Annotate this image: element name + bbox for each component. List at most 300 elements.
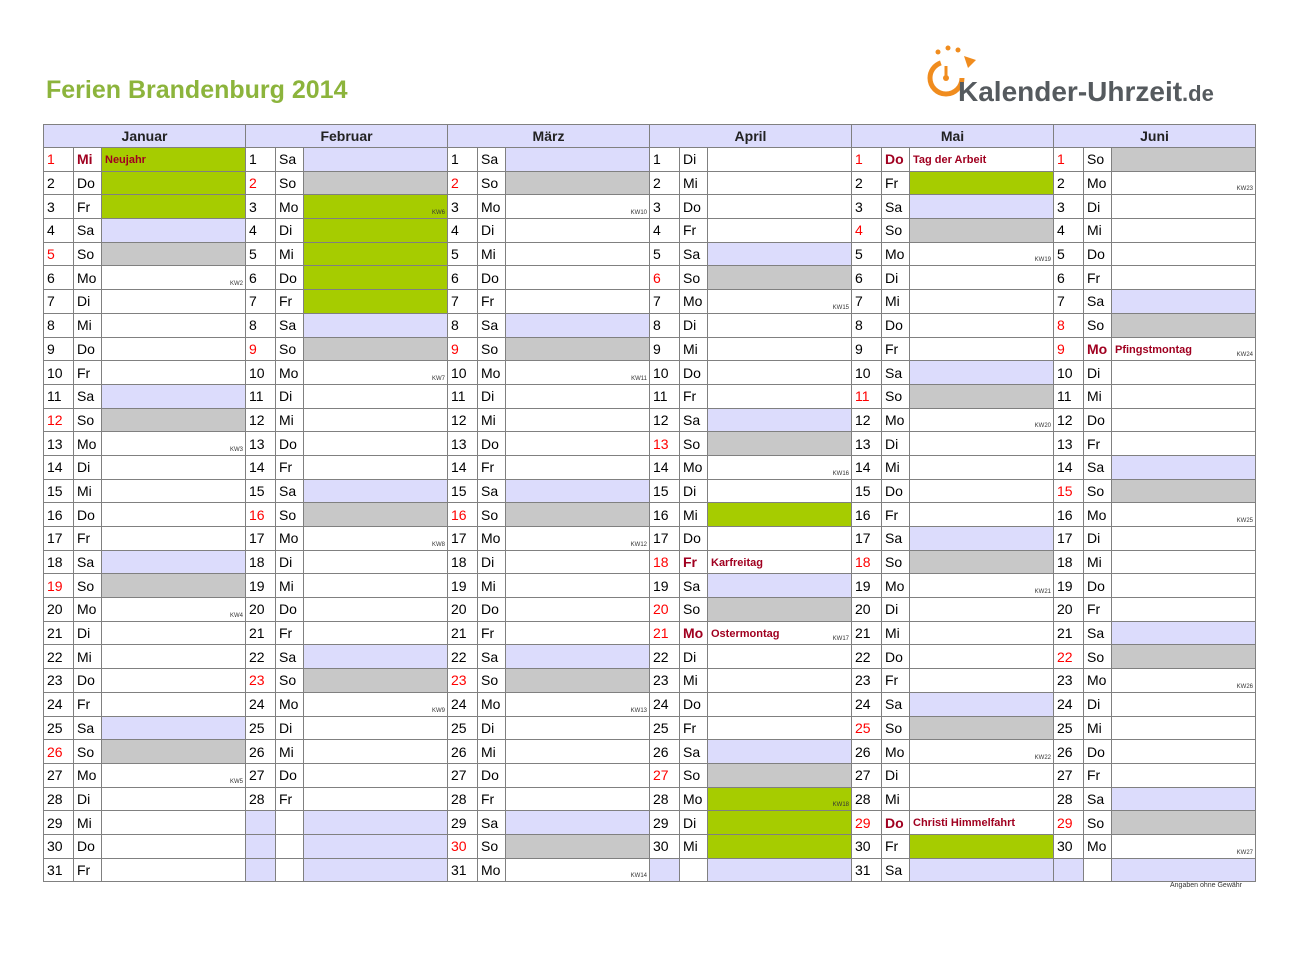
day-number: 9 bbox=[44, 337, 74, 361]
day-note-cell[interactable] bbox=[708, 645, 852, 669]
day-number: 19 bbox=[448, 574, 478, 598]
day-note-cell[interactable] bbox=[102, 858, 246, 882]
weekday: Do bbox=[680, 361, 708, 385]
weekday: Fr bbox=[680, 716, 708, 740]
day-note-cell[interactable] bbox=[708, 361, 852, 385]
day-note-cell[interactable] bbox=[102, 550, 246, 574]
day-note-cell[interactable] bbox=[304, 195, 448, 219]
day-note-cell[interactable] bbox=[910, 408, 1054, 432]
day-note-cell[interactable] bbox=[304, 171, 448, 195]
day-number: 23 bbox=[44, 669, 74, 693]
day-note-cell[interactable] bbox=[708, 527, 852, 551]
day-number: 14 bbox=[246, 455, 276, 479]
day-note-cell[interactable] bbox=[1112, 692, 1256, 716]
day-note-cell[interactable] bbox=[102, 455, 246, 479]
weekday: Do bbox=[276, 763, 304, 787]
day-note-cell[interactable] bbox=[1112, 171, 1256, 195]
day-note-cell[interactable] bbox=[506, 787, 650, 811]
day-number: 31 bbox=[44, 858, 74, 882]
day-note-cell[interactable] bbox=[1112, 787, 1256, 811]
day-note-cell[interactable] bbox=[102, 598, 246, 622]
day-row bbox=[44, 669, 1256, 693]
day-note-cell[interactable] bbox=[910, 384, 1054, 408]
day-note-cell[interactable] bbox=[910, 290, 1054, 314]
brand-logo[interactable] bbox=[920, 42, 1250, 112]
day-number: 21 bbox=[852, 621, 882, 645]
day-number: 10 bbox=[852, 361, 882, 385]
day-note-cell[interactable] bbox=[102, 503, 246, 527]
day-number: 15 bbox=[852, 479, 882, 503]
day-number: 2 bbox=[246, 171, 276, 195]
day-number: 14 bbox=[448, 455, 478, 479]
day-note-cell[interactable] bbox=[102, 337, 246, 361]
empty-cell bbox=[246, 811, 276, 835]
day-note-cell[interactable] bbox=[304, 290, 448, 314]
day-number: 29 bbox=[1054, 811, 1084, 835]
day-note-cell[interactable] bbox=[506, 408, 650, 432]
weekday: Di bbox=[680, 479, 708, 503]
weekday: Mi bbox=[1084, 550, 1112, 574]
day-note-cell[interactable] bbox=[506, 645, 650, 669]
day-number: 1 bbox=[650, 148, 680, 172]
day-note-cell[interactable] bbox=[102, 148, 246, 172]
day-note-cell[interactable] bbox=[708, 266, 852, 290]
day-note-cell[interactable] bbox=[910, 574, 1054, 598]
week-number: KW3 bbox=[229, 446, 243, 453]
day-note-cell[interactable] bbox=[910, 479, 1054, 503]
day-note-cell[interactable] bbox=[708, 574, 852, 598]
day-note-cell[interactable] bbox=[708, 811, 852, 835]
day-note-cell[interactable] bbox=[304, 361, 448, 385]
day-note-cell[interactable] bbox=[304, 692, 448, 716]
day-note-cell[interactable] bbox=[910, 171, 1054, 195]
day-note-cell[interactable] bbox=[1112, 550, 1256, 574]
day-note-cell[interactable] bbox=[1112, 408, 1256, 432]
day-note-cell[interactable] bbox=[910, 669, 1054, 693]
day-note-cell[interactable] bbox=[708, 408, 852, 432]
day-note-cell[interactable] bbox=[910, 455, 1054, 479]
day-note-cell[interactable] bbox=[102, 574, 246, 598]
day-note-cell[interactable] bbox=[102, 692, 246, 716]
day-note-cell[interactable] bbox=[102, 834, 246, 858]
day-note-cell[interactable] bbox=[708, 148, 852, 172]
day-note-cell[interactable] bbox=[102, 361, 246, 385]
day-note-cell[interactable] bbox=[910, 763, 1054, 787]
weekday: Fr bbox=[1084, 598, 1112, 622]
day-note-cell[interactable] bbox=[708, 787, 852, 811]
day-note-cell[interactable] bbox=[910, 621, 1054, 645]
day-note-cell[interactable] bbox=[102, 384, 246, 408]
weekday: Di bbox=[882, 266, 910, 290]
day-note-cell[interactable] bbox=[506, 242, 650, 266]
day-number: 30 bbox=[650, 834, 680, 858]
day-note-cell[interactable] bbox=[506, 621, 650, 645]
day-note-cell[interactable] bbox=[506, 763, 650, 787]
day-number: 13 bbox=[650, 432, 680, 456]
weekday: Fr bbox=[680, 219, 708, 243]
logo-text bbox=[958, 76, 1214, 108]
weekday: Sa bbox=[478, 811, 506, 835]
day-number: 4 bbox=[448, 219, 478, 243]
day-note-cell[interactable] bbox=[102, 219, 246, 243]
day-note-cell[interactable] bbox=[506, 598, 650, 622]
day-note-cell[interactable] bbox=[506, 669, 650, 693]
weekday: Do bbox=[74, 503, 102, 527]
day-note-cell[interactable] bbox=[102, 242, 246, 266]
day-note-cell[interactable] bbox=[304, 598, 448, 622]
day-note-cell[interactable] bbox=[1112, 811, 1256, 835]
day-note-cell[interactable] bbox=[506, 811, 650, 835]
month-header-1: Februar bbox=[246, 125, 448, 148]
day-note-cell[interactable] bbox=[708, 242, 852, 266]
day-number: 14 bbox=[650, 455, 680, 479]
weekday: Mo bbox=[680, 455, 708, 479]
day-note-cell[interactable] bbox=[102, 787, 246, 811]
day-note-cell[interactable] bbox=[1112, 148, 1256, 172]
month-header-0: Januar bbox=[44, 125, 246, 148]
day-note-cell[interactable] bbox=[506, 716, 650, 740]
month-header-2: März bbox=[448, 125, 650, 148]
weekday: Mi bbox=[1084, 219, 1112, 243]
day-number: 14 bbox=[852, 455, 882, 479]
day-note-cell[interactable] bbox=[506, 171, 650, 195]
weekday: So bbox=[478, 171, 506, 195]
day-note-cell[interactable] bbox=[506, 740, 650, 764]
day-number: 13 bbox=[448, 432, 478, 456]
day-note-cell[interactable] bbox=[304, 455, 448, 479]
day-note-cell[interactable] bbox=[708, 432, 852, 456]
day-note-cell[interactable] bbox=[506, 503, 650, 527]
day-number: 18 bbox=[650, 550, 680, 574]
empty-cell bbox=[304, 811, 448, 835]
day-note-cell[interactable] bbox=[304, 740, 448, 764]
day-note-cell[interactable] bbox=[506, 550, 650, 574]
day-note-cell[interactable] bbox=[910, 787, 1054, 811]
empty-cell bbox=[708, 858, 852, 882]
day-note-cell[interactable] bbox=[708, 384, 852, 408]
day-note-cell[interactable] bbox=[102, 740, 246, 764]
weekday: Mo bbox=[74, 432, 102, 456]
day-row bbox=[44, 313, 1256, 337]
weekday: So bbox=[1084, 313, 1112, 337]
day-row bbox=[44, 834, 1256, 858]
weekday: Mi bbox=[882, 455, 910, 479]
day-note-cell[interactable] bbox=[708, 621, 852, 645]
day-note-cell[interactable] bbox=[506, 858, 650, 882]
weekday: Sa bbox=[276, 148, 304, 172]
day-note-cell[interactable] bbox=[304, 148, 448, 172]
day-note-cell[interactable] bbox=[910, 716, 1054, 740]
weekday: Di bbox=[680, 645, 708, 669]
day-note-cell[interactable] bbox=[910, 550, 1054, 574]
day-note-cell[interactable] bbox=[1112, 266, 1256, 290]
weekday: Di bbox=[1084, 692, 1112, 716]
weekday: Do bbox=[478, 266, 506, 290]
day-note-cell[interactable] bbox=[708, 290, 852, 314]
day-note-cell[interactable] bbox=[708, 455, 852, 479]
day-note-cell[interactable] bbox=[304, 266, 448, 290]
day-note-cell[interactable] bbox=[1112, 337, 1256, 361]
day-note-cell[interactable] bbox=[304, 432, 448, 456]
week-number: KW19 bbox=[1034, 257, 1051, 264]
day-note-cell[interactable] bbox=[102, 266, 246, 290]
day-note-cell[interactable] bbox=[102, 432, 246, 456]
week-number: KW13 bbox=[630, 707, 647, 714]
week-number: KW8 bbox=[431, 541, 445, 548]
day-number: 7 bbox=[1054, 290, 1084, 314]
day-note-cell[interactable] bbox=[304, 645, 448, 669]
weekday: Sa bbox=[882, 692, 910, 716]
holiday-name: Ostermontag bbox=[711, 627, 780, 640]
day-number: 31 bbox=[852, 858, 882, 882]
day-note-cell[interactable] bbox=[1112, 290, 1256, 314]
day-note-cell[interactable] bbox=[304, 313, 448, 337]
weekday: Mo bbox=[680, 787, 708, 811]
day-note-cell[interactable] bbox=[910, 313, 1054, 337]
day-number: 1 bbox=[44, 148, 74, 172]
day-note-cell[interactable] bbox=[506, 337, 650, 361]
weekday: Fr bbox=[74, 195, 102, 219]
day-note-cell[interactable] bbox=[304, 384, 448, 408]
weekday: Fr bbox=[1084, 763, 1112, 787]
day-note-cell[interactable] bbox=[1112, 669, 1256, 693]
day-number: 5 bbox=[246, 242, 276, 266]
day-note-cell[interactable] bbox=[910, 503, 1054, 527]
day-note-cell[interactable] bbox=[1112, 503, 1256, 527]
day-number: 9 bbox=[650, 337, 680, 361]
day-note-cell[interactable] bbox=[102, 763, 246, 787]
day-note-cell[interactable] bbox=[304, 716, 448, 740]
day-note-cell[interactable] bbox=[1112, 574, 1256, 598]
day-note-cell[interactable] bbox=[102, 527, 246, 551]
day-note-cell[interactable] bbox=[304, 408, 448, 432]
day-note-cell[interactable] bbox=[708, 598, 852, 622]
day-note-cell[interactable] bbox=[506, 361, 650, 385]
holiday-name: Karfreitag bbox=[711, 556, 763, 569]
day-note-cell[interactable] bbox=[102, 479, 246, 503]
day-note-cell[interactable] bbox=[708, 313, 852, 337]
day-number: 24 bbox=[650, 692, 680, 716]
weekday: Mo bbox=[1084, 669, 1112, 693]
day-note-cell[interactable] bbox=[1112, 455, 1256, 479]
weekday: Do bbox=[1084, 574, 1112, 598]
weekday: Mi bbox=[478, 242, 506, 266]
day-note-cell[interactable] bbox=[102, 313, 246, 337]
day-note-cell[interactable] bbox=[910, 242, 1054, 266]
day-number: 25 bbox=[650, 716, 680, 740]
weekday: So bbox=[74, 574, 102, 598]
weekday: Fr bbox=[276, 290, 304, 314]
day-note-cell[interactable] bbox=[304, 550, 448, 574]
day-row bbox=[44, 621, 1256, 645]
day-note-cell[interactable] bbox=[506, 219, 650, 243]
day-note-cell[interactable] bbox=[506, 432, 650, 456]
day-number: 19 bbox=[44, 574, 74, 598]
day-note-cell[interactable] bbox=[708, 550, 852, 574]
weekday: Mo bbox=[882, 740, 910, 764]
day-note-cell[interactable] bbox=[910, 195, 1054, 219]
day-number: 8 bbox=[246, 313, 276, 337]
day-note-cell[interactable] bbox=[708, 740, 852, 764]
day-note-cell[interactable] bbox=[506, 266, 650, 290]
weekday: So bbox=[680, 598, 708, 622]
day-note-cell[interactable] bbox=[910, 361, 1054, 385]
day-note-cell[interactable] bbox=[102, 716, 246, 740]
day-note-cell[interactable] bbox=[1112, 716, 1256, 740]
day-number: 20 bbox=[448, 598, 478, 622]
day-number: 7 bbox=[448, 290, 478, 314]
day-note-cell[interactable] bbox=[506, 834, 650, 858]
day-note-cell[interactable] bbox=[910, 692, 1054, 716]
day-note-cell[interactable] bbox=[1112, 432, 1256, 456]
day-number: 1 bbox=[1054, 148, 1084, 172]
day-number: 9 bbox=[246, 337, 276, 361]
day-note-cell[interactable] bbox=[1112, 621, 1256, 645]
day-number: 6 bbox=[44, 266, 74, 290]
day-number: 20 bbox=[852, 598, 882, 622]
day-note-cell[interactable] bbox=[506, 148, 650, 172]
weekday: Mi bbox=[74, 811, 102, 835]
day-note-cell[interactable] bbox=[304, 479, 448, 503]
day-note-cell[interactable] bbox=[102, 621, 246, 645]
day-note-cell[interactable] bbox=[910, 858, 1054, 882]
day-note-cell[interactable] bbox=[304, 787, 448, 811]
day-note-cell[interactable] bbox=[1112, 740, 1256, 764]
day-note-cell[interactable] bbox=[910, 219, 1054, 243]
day-number: 4 bbox=[1054, 219, 1084, 243]
day-row bbox=[44, 811, 1256, 835]
day-note-cell[interactable] bbox=[506, 290, 650, 314]
day-number: 30 bbox=[852, 834, 882, 858]
day-note-cell[interactable] bbox=[910, 645, 1054, 669]
weekday: Fr bbox=[882, 337, 910, 361]
weekday: Di bbox=[1084, 527, 1112, 551]
day-note-cell[interactable] bbox=[304, 574, 448, 598]
day-note-cell[interactable] bbox=[708, 219, 852, 243]
day-note-cell[interactable] bbox=[304, 669, 448, 693]
weekday: Sa bbox=[74, 384, 102, 408]
day-number: 18 bbox=[246, 550, 276, 574]
day-number: 7 bbox=[44, 290, 74, 314]
day-note-cell[interactable] bbox=[708, 171, 852, 195]
day-note-cell[interactable] bbox=[304, 337, 448, 361]
day-note-cell[interactable] bbox=[1112, 242, 1256, 266]
weekday: So bbox=[1084, 479, 1112, 503]
weekday: Sa bbox=[276, 479, 304, 503]
day-number: 3 bbox=[246, 195, 276, 219]
day-note-cell[interactable] bbox=[708, 503, 852, 527]
day-note-cell[interactable] bbox=[506, 479, 650, 503]
day-note-cell[interactable] bbox=[102, 171, 246, 195]
day-note-cell[interactable] bbox=[506, 527, 650, 551]
day-note-cell[interactable] bbox=[910, 834, 1054, 858]
day-number: 16 bbox=[1054, 503, 1084, 527]
day-number: 24 bbox=[448, 692, 478, 716]
weekday: Mi bbox=[478, 740, 506, 764]
weekday: Mi bbox=[478, 574, 506, 598]
day-note-cell[interactable] bbox=[708, 834, 852, 858]
day-note-cell[interactable] bbox=[910, 432, 1054, 456]
day-note-cell[interactable] bbox=[1112, 763, 1256, 787]
day-note-cell[interactable] bbox=[102, 195, 246, 219]
day-note-cell[interactable] bbox=[910, 598, 1054, 622]
day-note-cell[interactable] bbox=[304, 242, 448, 266]
day-note-cell[interactable] bbox=[708, 669, 852, 693]
weekday: Mo bbox=[1084, 337, 1112, 361]
day-note-cell[interactable] bbox=[1112, 313, 1256, 337]
day-note-cell[interactable] bbox=[910, 148, 1054, 172]
day-note-cell[interactable] bbox=[708, 479, 852, 503]
empty-cell bbox=[1112, 858, 1256, 882]
day-note-cell[interactable] bbox=[910, 811, 1054, 835]
day-note-cell[interactable] bbox=[506, 384, 650, 408]
day-note-cell[interactable] bbox=[506, 574, 650, 598]
day-note-cell[interactable] bbox=[708, 337, 852, 361]
week-number: KW14 bbox=[630, 873, 647, 880]
day-number: 8 bbox=[44, 313, 74, 337]
day-note-cell[interactable] bbox=[1112, 479, 1256, 503]
weekday: Do bbox=[1084, 408, 1112, 432]
day-note-cell[interactable] bbox=[910, 266, 1054, 290]
day-note-cell[interactable] bbox=[1112, 195, 1256, 219]
day-note-cell[interactable] bbox=[1112, 361, 1256, 385]
day-note-cell[interactable] bbox=[1112, 834, 1256, 858]
day-note-cell[interactable] bbox=[102, 408, 246, 432]
day-note-cell[interactable] bbox=[910, 337, 1054, 361]
day-note-cell[interactable] bbox=[708, 763, 852, 787]
day-note-cell[interactable] bbox=[910, 740, 1054, 764]
day-number: 6 bbox=[448, 266, 478, 290]
weekday: Do bbox=[882, 479, 910, 503]
day-note-cell[interactable] bbox=[708, 195, 852, 219]
weekday: Mi bbox=[478, 408, 506, 432]
day-note-cell[interactable] bbox=[102, 811, 246, 835]
day-note-cell[interactable] bbox=[506, 692, 650, 716]
week-number: KW15 bbox=[832, 304, 849, 311]
day-note-cell[interactable] bbox=[506, 313, 650, 337]
day-note-cell[interactable] bbox=[1112, 645, 1256, 669]
day-note-cell[interactable] bbox=[708, 716, 852, 740]
weekday: So bbox=[478, 503, 506, 527]
day-note-cell[interactable] bbox=[102, 669, 246, 693]
day-note-cell[interactable] bbox=[304, 621, 448, 645]
day-number: 5 bbox=[44, 242, 74, 266]
day-note-cell[interactable] bbox=[1112, 384, 1256, 408]
day-note-cell[interactable] bbox=[102, 290, 246, 314]
day-row bbox=[44, 858, 1256, 882]
day-note-cell[interactable] bbox=[506, 455, 650, 479]
weekday: Mi bbox=[74, 645, 102, 669]
day-number: 28 bbox=[852, 787, 882, 811]
day-note-cell[interactable] bbox=[304, 503, 448, 527]
day-note-cell[interactable] bbox=[304, 527, 448, 551]
day-note-cell[interactable] bbox=[1112, 219, 1256, 243]
day-note-cell[interactable] bbox=[1112, 527, 1256, 551]
day-note-cell[interactable] bbox=[304, 763, 448, 787]
day-number: 18 bbox=[448, 550, 478, 574]
weekday: Mi bbox=[680, 503, 708, 527]
weekday: So bbox=[276, 337, 304, 361]
day-note-cell[interactable] bbox=[102, 645, 246, 669]
day-note-cell[interactable] bbox=[910, 527, 1054, 551]
weekday: Mi bbox=[276, 574, 304, 598]
day-note-cell[interactable] bbox=[506, 195, 650, 219]
day-note-cell[interactable] bbox=[304, 219, 448, 243]
day-number: 20 bbox=[44, 598, 74, 622]
day-note-cell[interactable] bbox=[708, 692, 852, 716]
day-number: 23 bbox=[852, 669, 882, 693]
day-note-cell[interactable] bbox=[1112, 598, 1256, 622]
